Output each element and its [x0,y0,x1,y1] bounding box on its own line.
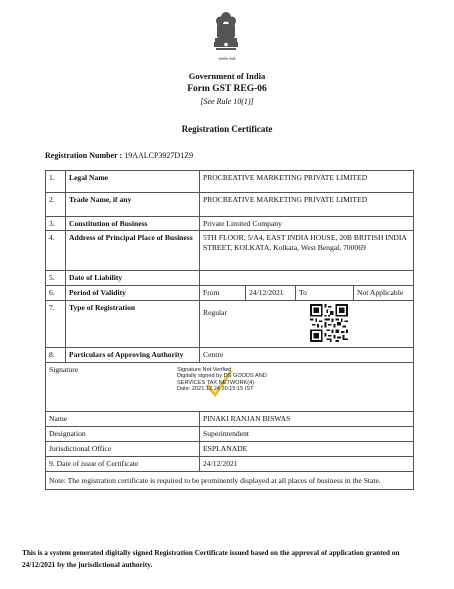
issue-date-value: 24/12/2021 [200,456,414,471]
row-number: 6. [46,285,66,300]
row-number: 5. [46,271,66,285]
registration-number-value: 19AALCP3927D1Z9 [124,151,194,160]
validity-from-value: 24/12/2021 [246,285,296,300]
row-label: Address of Principal Place of Business [66,231,200,271]
row-number: 4. [46,231,66,271]
table-row [46,193,414,217]
constitution-value: Private Limited Company [200,217,414,231]
table-row [46,285,414,300]
approving-authority-value: Centre [200,347,414,362]
signature-area [49,365,410,409]
table-row [46,471,414,489]
jurisdictional-office-value: ESPLANADE [200,441,414,456]
detail-label: 9. Date of issue of Certificate [46,456,200,471]
officer-name-value: PINAKI RANJAN BISWAS [200,411,414,426]
validity-from-label: From [200,285,246,300]
government-heading: Government of India [188,71,266,81]
registration-type-cell [200,300,414,347]
registration-number-label: Registration Number : [45,151,123,160]
registration-type-value: Regular [203,307,228,317]
row-number: 3. [46,217,66,231]
footer-disclaimer: This is a system generated digitally signed Registration Certificate issued based on the approval of application granted on 24/12/2021 by the jurisdictional authority. [22,548,400,569]
table-row [46,347,414,362]
address-value: 5TH FLOOR, 5/A4, EAST INDIA HOUSE, 20B BRITISH INDIA STREET, KOLKATA, Kolkata, West Bengal, 700069 [200,231,414,271]
display-note: Note: The registration certificate is required to be prominently displayed at all places of business in the State. [46,471,414,489]
row-label: Type of Registration [66,300,200,347]
validity-to-value: Not Applicable [354,285,414,300]
signature-signer-org: SERVICES TAX NETWORK(4) [177,379,255,386]
table-row [46,411,414,426]
date-of-liability-value [200,271,414,285]
table-row [46,441,414,456]
signature-signer: Digitally signed by DS GOODS AND [177,373,267,380]
signature-date: Date: 2021.12.24 20:15:15 IST [177,386,254,393]
row-label: Constitution of Business [66,217,200,231]
signature-row [46,362,414,411]
row-label: Legal Name [66,171,200,193]
table-row [46,271,414,285]
rule-reference: [See Rule 10(1)] [200,97,254,106]
table-row [46,426,414,441]
registration-number-line [45,151,193,160]
emblem-caption: सत्यमेव जयते [218,57,236,61]
validity-to-label: To [296,285,354,300]
row-label: Particulars of Approving Authority [66,347,200,362]
certificate-table [45,170,414,490]
row-number: 1. [46,171,66,193]
signature-label: Signature [49,364,79,374]
row-number: 2. [46,193,66,217]
detail-label: Designation [46,426,200,441]
table-row [46,231,414,271]
table-row [46,171,414,193]
trade-name-value: PROCREATIVE MARKETING PRIVATE LIMITED [200,193,414,217]
detail-label: Jurisdictional Office [46,441,200,456]
legal-name-value: PROCREATIVE MARKETING PRIVATE LIMITED [200,171,414,193]
qr-code-icon [310,304,348,342]
row-label: Period of Validity [66,285,200,300]
detail-label: Name [46,411,200,426]
signature-status: Signature Not Verified [177,366,232,373]
row-label: Trade Name, if any [66,193,200,217]
table-row [46,300,414,347]
digital-signature-block [177,367,267,393]
certificate-title: Registration Certificate [181,124,273,134]
designation-value: Superintendent [200,426,414,441]
table-row [46,217,414,231]
national-emblem-icon [212,10,240,58]
row-label: Date of Liability [66,271,200,285]
table-row [46,456,414,471]
row-number: 7. [46,300,66,347]
row-number: 8. [46,347,66,362]
form-title: Form GST REG-06 [187,84,267,94]
